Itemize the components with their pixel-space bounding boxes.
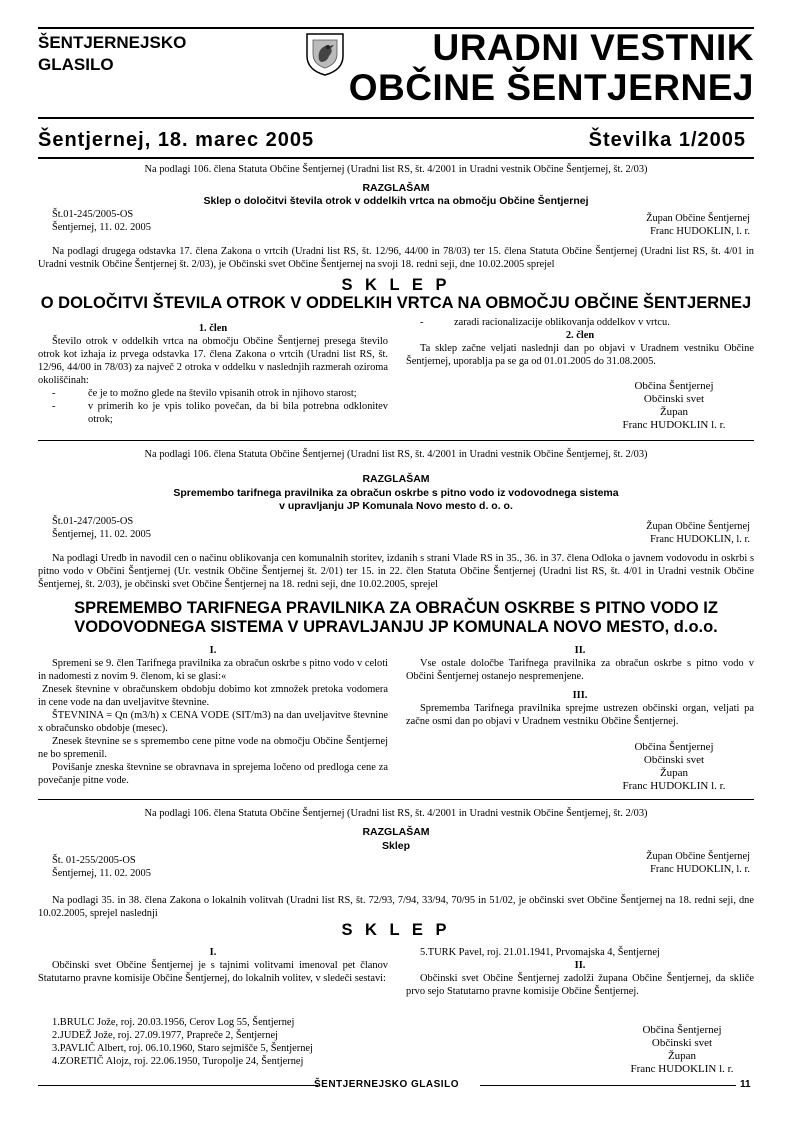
s1-clen1-heading: 1. člen: [198, 323, 228, 334]
footer-label: ŠENTJERNEJSKO GLASILO: [314, 1079, 459, 1090]
masthead-rule: [38, 117, 754, 119]
s2-razglasam: RAZGLAŠAM: [362, 473, 430, 485]
s1-subject: Sklep o določitvi števila otrok v oddelkih vrtca na območju Občine Šentjernej: [203, 195, 589, 207]
s3-article-2-heading: II.: [574, 960, 586, 971]
section-divider-1: [38, 440, 754, 441]
list-item: 2.JUDEŽ Jože, roj. 27.09.1977, Prapreče 2, Šentjernej: [52, 1030, 278, 1041]
s1-sklep-heading: S K L E P: [341, 276, 451, 294]
list-item: 4.ZORETIČ Alojz, roj. 22.06.1950, Turopolje 24, Šentjernej: [52, 1056, 304, 1067]
s1-right-column: [406, 316, 754, 368]
s1-sign-line2: Franc HUDOKLIN, l. r.: [650, 226, 750, 237]
s3-right-column: 5.TURK Pavel, roj. 21.01.1941, Prvomajska 4, Šentjernej II. Občinski svet Občine Šentjernej zadolži župana Občine Šentjernej, da skliče prvo sejo Statutarno pravne komisije Občine Šentjernej.: [406, 947, 754, 997]
page-number: 11: [740, 1079, 751, 1090]
s3-reference: [52, 854, 151, 880]
s1-footer-signature: Občina Šentjernej Občinski svet Župan Franc HUDOKLIN l. r.: [622, 380, 726, 431]
s3-subject: Sklep: [381, 840, 410, 852]
masthead-left: [38, 32, 186, 76]
s1-reference: [52, 208, 151, 234]
s3-date: Šentjernej, 11. 02. 2005: [52, 868, 151, 879]
s1-sign-line1: Župan Občine Šentjernej: [646, 213, 750, 224]
s3-sklep-heading: S K L E P: [341, 921, 451, 939]
s1-left-column: [38, 322, 388, 426]
s3-article-1-heading: I.: [209, 947, 217, 958]
s3-razglasam: RAZGLAŠAM: [362, 826, 430, 838]
s2-left-column: I. Spremeni se 9. člen Tarifnega pravilnika za obračun oskrbe s pitno vodo v celoti in nadomesti z novim 9. členom, ki se glasi:« Znesek števnine v obračunskem obdobju dobimo kot zmnožek pretoka vodomera in cene vode na dan uveljavitve števnine. ŠTEVNINA = Qn (m3/h) x CENA VODE (SIT/m3) na dan uveljavitve števnine x obračunsko obdobje (mesec). Znesek števnine se s spremembo cene pitne vode na območju Občine Šentjernej ne bo spremenil. Povišanje zneska števnine se obravnava in sprejema ločeno od predloga cene za povečanje pitne vode.: [38, 645, 388, 786]
masthead-left-line2: GLASILO: [38, 55, 114, 74]
crest-icon: [305, 32, 345, 76]
s1-preamble: Na podlagi drugega odstavka 17. člena Zakona o vrtcih (Uradni list RS, št. 12/96, 44/00 in 78/03) ter 15. člena Statuta Občine Šentjernej (Uradni list RS, št. 4/01 in Uradni vestnik Občine Šentjernej št. 2/03), je Občinski svet Občine Šentjernej na svoji 18. redni seji, dne 10.02.2005 sprejel: [38, 246, 754, 270]
s3-intro: Na podlagi 106. člena Statuta Občine Šentjernej (Uradni list RS, št. 4/2001 in Uradni vestnik Občine Šentjernej, št. 2/03): [144, 808, 648, 819]
issue-number: Številka 1/2005: [588, 129, 746, 151]
s3-member-list: [52, 1016, 392, 1068]
s2-right-column: II. Vse ostale določbe Tarifnega pravilnika za obračun oskrbe s pitno vodo v Občini Šentjernej ostanejo nespremenjene. III. Sprememba Tarifnega pravilnika sprejme ustrezen občinski organ, veljati pa začne osmi dan po objavi v Uradnem vestniku Občine Šentjernej.: [406, 645, 754, 727]
section-divider-2: [38, 799, 754, 800]
s1-bullet3: - zaradi racionalizacije oblikovanja oddelkov v vrtcu.: [420, 317, 670, 328]
s2-article-2-heading: II.: [574, 645, 586, 656]
s1-clen1-text: Število otrok v oddelkih vrtca na območju Občine Šentjernej presega število otrok kot izhaja iz prvega odstavka 17. člena Zakona o vrtcih (Uradni list RS, št. 12/96, 44/00 in 78/03) za največ 2 otroka v oddelku v naslednjih razmerah oziroma okoliščinah:: [38, 336, 388, 386]
masthead-left-line1: ŠENTJERNEJSKO: [38, 33, 187, 52]
s1-clen2-text: Ta sklep začne veljati naslednji dan po objavi v Uradnem vestniku Občine Šentjernej, uporablja pa se ga od 01.01.2005 do 31.08.2005.: [406, 343, 754, 367]
header-bottom-rule: [38, 157, 754, 159]
s2-footer-signature: Občina Šentjernej Občinski svet Župan Franc HUDOKLIN l. r.: [622, 741, 726, 792]
footer-rule-right: [480, 1085, 736, 1086]
list-item: 5.TURK Pavel, roj. 21.01.1941, Prvomajska 4, Šentjernej: [420, 947, 660, 958]
s3-left-column: I. Občinski svet Občine Šentjernej je s tajnimi volitvami imenoval pet članov Statutarno pravne komisije Občine Šentjernej, do lokalnih volitev, v sledeči sestavi:: [38, 947, 388, 984]
s1-date: Šentjernej, 11. 02. 2005: [52, 222, 151, 233]
s3-preamble: Na podlagi 35. in 38. člena Zakona o lokalnih volitvah (Uradni list RS, št. 72/93, 7/94, 33/94, 70/95 in 51/02, je občinski svet Občine Šentjernej na 18. redni seji, dne 10.02.2005, sprejel naslednji: [38, 895, 754, 919]
s2-article-1-heading: I.: [209, 645, 217, 656]
list-item: 3.PAVLIČ Albert, roj. 06.10.1960, Staro sejmišče 5, Šentjernej: [52, 1043, 313, 1054]
s1-bullet2: - v primerih ko je vpis toliko povečan, da bi bila potrebna odklonitev otrok;: [52, 401, 388, 425]
s1-clen2-heading: 2. člen: [565, 330, 595, 341]
s2-subject-line2: v upravljanju JP Komunala Novo mesto d. o. o.: [279, 500, 513, 512]
s2-subject-line1: Spremembo tarifnega pravilnika za obračun oskrbe s pitno vodo iz vodovodnega sistema: [173, 487, 619, 499]
s3-signature: Župan Občine Šentjernej Franc HUDOKLIN, l. r.: [646, 851, 750, 875]
footer-rule-left: [38, 1085, 318, 1086]
s2-intro: Na podlagi 106. člena Statuta Občine Šentjernej (Uradni list RS, št. 4/2001 in Uradni vestnik Občine Šentjernej, št. 2/03): [144, 449, 648, 460]
s1-razglasam: RAZGLAŠAM: [362, 182, 430, 194]
s2-number: Št.01-247/2005-OS: [52, 516, 134, 527]
issue-date: Šentjernej, 18. marec 2005: [38, 129, 315, 151]
masthead-title-line1: URADNI VESTNIK: [432, 27, 754, 68]
s1-intro: Na podlagi 106. člena Statuta Občine Šentjernej (Uradni list RS, št. 4/2001 in Uradni vestnik Občine Šentjernej, št. 2/03): [144, 164, 648, 175]
s2-date: Šentjernej, 11. 02. 2005: [52, 529, 151, 540]
s3-number: Št. 01-255/2005-OS: [52, 855, 136, 866]
s2-reference: [52, 515, 151, 541]
s2-title-line1: SPREMEMBO TARIFNEGA PRAVILNIKA ZA OBRAČUN OSKRBE S PITNO VODO IZ: [74, 599, 718, 617]
s1-signature: [646, 212, 750, 238]
s2-title-line2: VODOVODNEGA SISTEMA V UPRAVLJANJU JP KOMUNALA NOVO MESTO, d.o.o.: [74, 618, 718, 636]
s3-footer-signature: Občina Šentjernej Občinski svet Župan Franc HUDOKLIN l. r.: [630, 1024, 734, 1075]
s2-signature: Župan Občine Šentjernej Franc HUDOKLIN, l. r.: [646, 521, 750, 545]
masthead-title: [349, 28, 754, 108]
s1-title: O DOLOČITVI ŠTEVILA OTROK V ODDELKIH VRTCA NA OBMOČJU OBČINE ŠENTJERNEJ: [40, 294, 752, 312]
masthead-title-line2: OBČINE ŠENTJERNEJ: [348, 67, 754, 108]
s1-bullet1: - če je to možno glede na število vpisanih otrok in njihovo starost;: [52, 388, 357, 399]
s2-article-3-heading: III.: [572, 690, 588, 701]
s1-number: Št.01-245/2005-OS: [52, 209, 134, 220]
s2-preamble: Na podlagi Uredb in navodil cen o načinu oblikovanja cen komunalnih storitev, izdanih s strani Vlade RS in 35., 36. in 37. člena Odloka o javnem vodovodu in oskrbi s pitno vodo v Občini Šentjernej (Ur. vestnik Občine Šentjernej št. 2/01) ter 15. in 22. člen Statuta Občine Šentjernej (Uradni list RS, št. 4/01 in Uradni vestnik Občine Šentjernej, št. 2/03), je občinski svet Občine Šentjernej na 18. redni seji, dne 10.02.2005, sprejel: [38, 553, 754, 590]
list-item: 1.BRULC Jože, roj. 20.03.1956, Cerov Log 55, Šentjernej: [52, 1017, 295, 1028]
